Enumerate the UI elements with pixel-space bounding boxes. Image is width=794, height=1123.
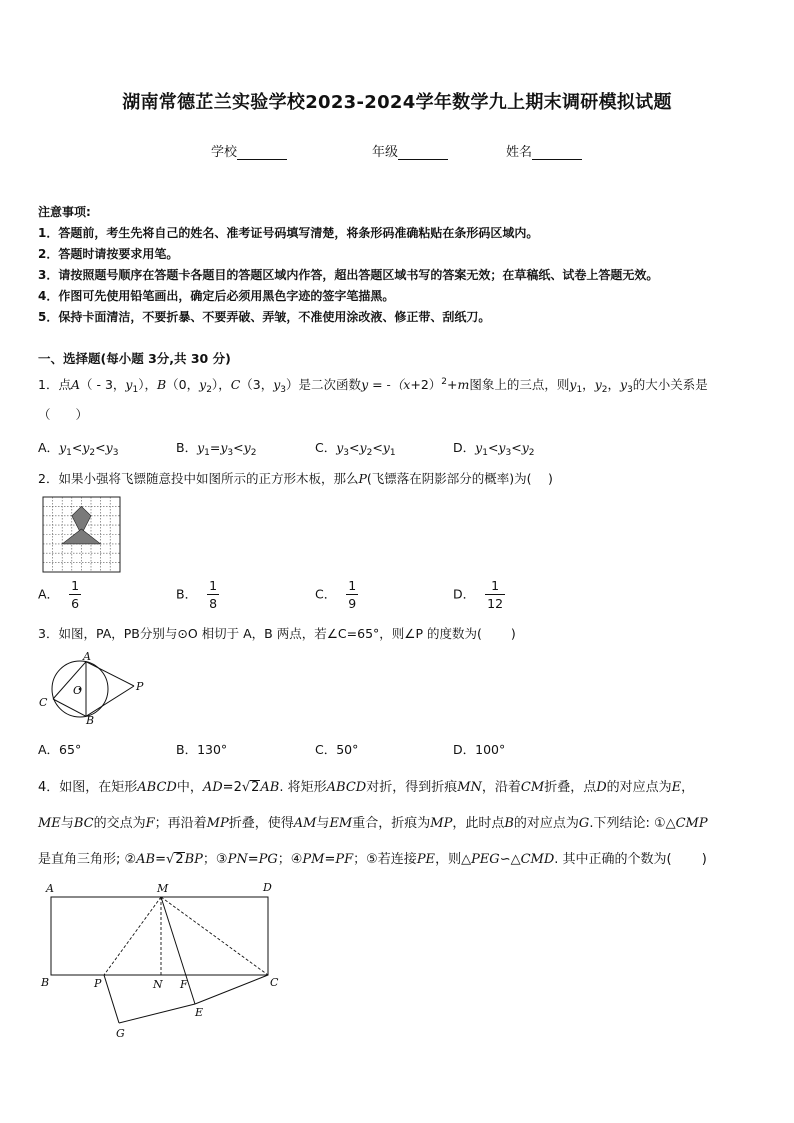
q2-option-a[interactable]: A． $\frac{1}{6}$ [38, 578, 80, 611]
segment-mp [104, 897, 161, 975]
question-2-text: 2．如果小强将飞镖随意投中如图所示的正方形木板，那么P(飞镖落在阴影部分的概率)为( ) [38, 471, 553, 486]
tangent-pb [86, 686, 134, 716]
school-field[interactable] [211, 141, 287, 160]
circle-tangent-figure [36, 650, 156, 727]
note-item: 4．作图可先使用铅笔画出，确定后必须用黑色字迹的签字笔描黑。 [38, 289, 395, 303]
q2-option-b[interactable]: B． $\frac{1}{8}$ [176, 578, 218, 611]
note-item: 5．保持卡面清洁，不要折暴、不要弄破、弄皱，不准使用涂改液、修正带、刮纸刀。 [38, 310, 491, 324]
label-f: F [180, 978, 188, 991]
label-d: D [263, 881, 272, 894]
q1-option-b[interactable]: B．$y_1=y_3<y_2$ [176, 440, 257, 458]
shaded-triangle [62, 529, 100, 544]
name-blank[interactable] [532, 146, 582, 160]
name-label: 姓名 [506, 145, 533, 160]
q3-option-b[interactable]: B．130° [176, 742, 228, 757]
segment-ge [119, 1004, 195, 1023]
grade-blank[interactable] [398, 146, 448, 160]
label-b: B [41, 976, 50, 989]
note-item: 3．请按照题号顺序在答题卡各题目的答题区域内作答，超出答题区域书写的答案无效；在草稿纸、试卷上答题无效。 [38, 268, 659, 282]
school-label: 学校 [211, 145, 238, 160]
name-field[interactable] [506, 141, 582, 160]
segment-mc [161, 897, 268, 975]
label-c: C [39, 696, 48, 709]
q3-option-d[interactable]: D．100° [453, 742, 506, 757]
q2-option-c[interactable]: C． $\frac{1}{9}$ [315, 578, 357, 611]
page-title: 湖南常德芷兰实验学校2023-2024学年数学九上期末调研模拟试题 [122, 92, 672, 113]
label-a: A [83, 650, 91, 663]
segment-ce [195, 975, 268, 1004]
q1-option-d[interactable]: D．$y_1<y_3<y_2$ [453, 440, 535, 458]
rectangle-fold-figure [38, 878, 288, 1043]
label-n: N [153, 978, 163, 991]
grade-field[interactable] [372, 141, 448, 160]
label-p: P [94, 977, 102, 990]
tangent-pa [86, 662, 134, 686]
rectangle-abcd [51, 897, 268, 975]
segment-me [161, 897, 195, 1004]
label-e: E [195, 1006, 204, 1019]
label-o: O [73, 684, 83, 697]
q1-option-c[interactable]: C．$y_3<y_2<y_1$ [315, 440, 396, 458]
label-b: B [86, 714, 95, 727]
note-item: 1．答题前，考生先将自己的姓名、准考证号码填写清楚，将条形码准确粘贴在条形码区域内。 [38, 226, 539, 240]
q3-option-c[interactable]: C．50° [315, 742, 359, 757]
label-c: C [270, 976, 279, 989]
label-p: P [136, 680, 144, 693]
dartboard-figure [43, 497, 120, 572]
question-1-paren: （ ） [38, 407, 89, 422]
section-heading: 一、选择题(每小题 3分,共 30 分) [38, 351, 231, 366]
question-4-line-1: 4．如图，在矩形ABCD中，AD=2√2AB. 将矩形ABCD对折，得到折痕MN，沿着CM折叠，点D的对应点为E， [38, 780, 695, 795]
label-a: A [46, 882, 54, 895]
q2-option-d[interactable]: D． $\frac{1}{12}$ [453, 578, 504, 611]
question-3-text: 3．如图，PA，PB分别与⊙O 相切于 A，B 两点，若∠C=65°，则∠P 的度数为( ) [38, 626, 516, 641]
label-g: G [116, 1027, 125, 1040]
school-blank[interactable] [237, 146, 287, 160]
note-item: 2．答题时请按要求用笔。 [38, 247, 179, 261]
grade-label: 年级 [372, 145, 399, 160]
question-1-text: 1．点A（ - 3，$y_1$），B（0，$y_2$），C（3，$y_3$）是二次函数$y = -(x+2)^2+m$图象上的三点，则$y_1$，$y_2$，$y_3$的大小关系是 [38, 377, 708, 395]
q1-option-a[interactable]: A．$y_1<y_2<y_3$ [38, 440, 119, 458]
question-4-line-2: ME与BC的交点为F；再沿着MP折叠，使得AM与EM重合，折痕为MP，此时点B的对应点为G.下列结论: ①△CMP [38, 816, 708, 831]
chord-cb [53, 699, 86, 716]
question-4-line-3: 是直角三角形; ②AB=√2BP；③PN=PG；④PM=PF；⑤若连接PE，则△PEG∽△CMD. 其中正确的个数为( ) [38, 852, 707, 867]
q3-option-a[interactable]: A．65° [38, 742, 82, 757]
notes-heading: 注意事项: [38, 205, 91, 219]
label-m: M [157, 882, 169, 895]
segment-pg [104, 975, 119, 1023]
